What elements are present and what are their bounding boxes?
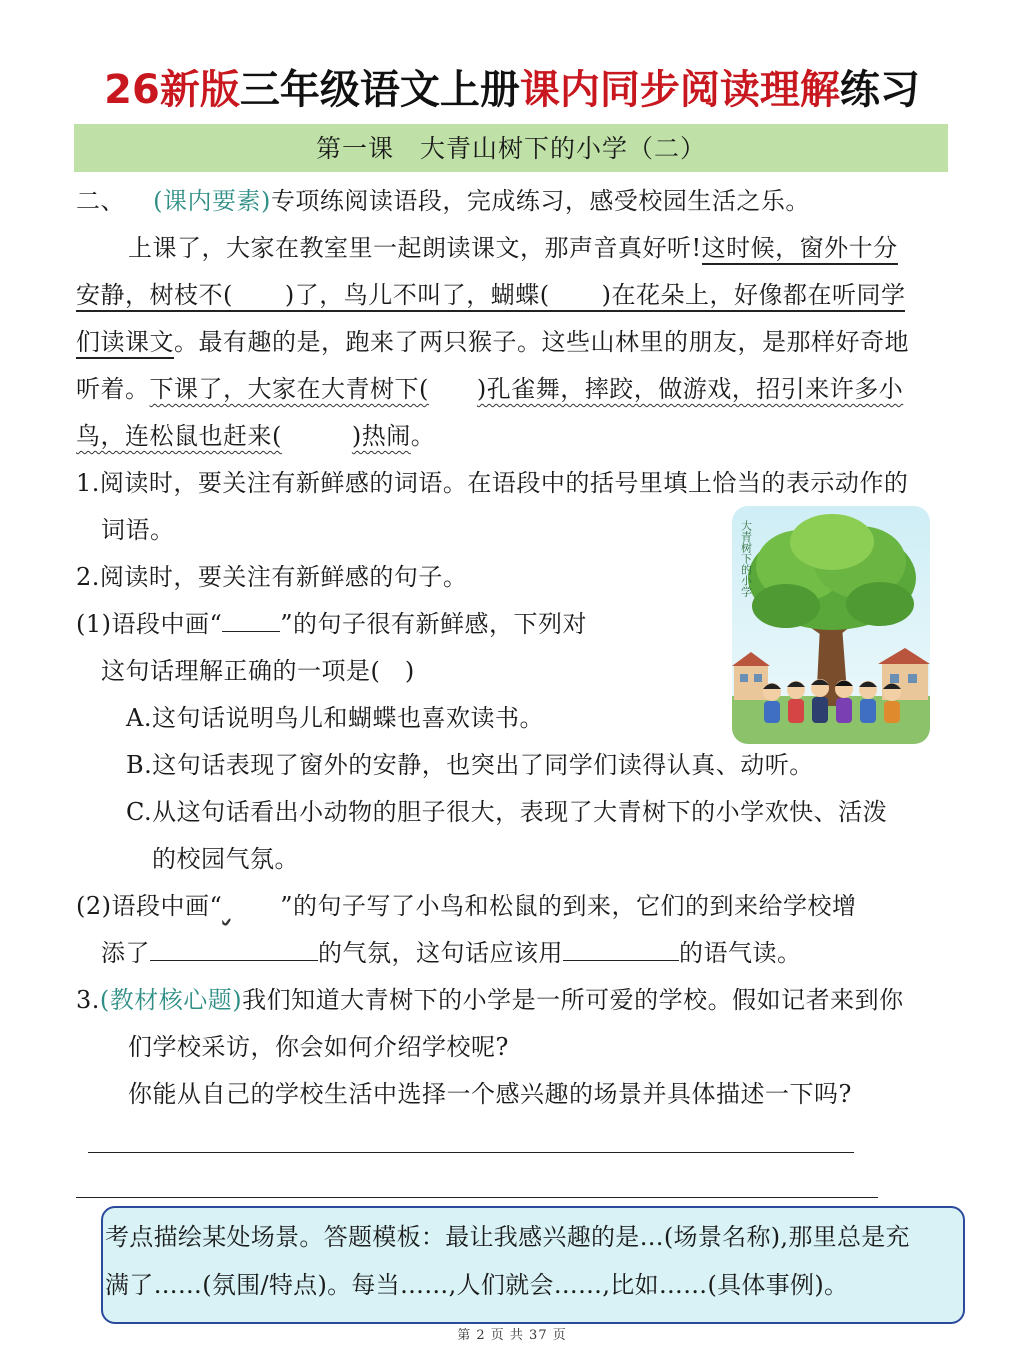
option-c-continued: 的校园气氛。 [152, 845, 299, 873]
straight-line-marker [222, 609, 280, 632]
passage-line-3 [76, 327, 909, 357]
illustration-image [732, 506, 930, 744]
question-text: 的语气读。 [679, 939, 802, 967]
question-text: (2)语段中画“ [76, 892, 223, 920]
page-title [0, 62, 1024, 118]
page-number: 第 2 页 共 37 页 [457, 1328, 567, 1343]
question-text: 我们知道大青树下的小学是一所可爱的学校。假如记者来到你 [242, 986, 904, 1014]
answer-blank[interactable] [563, 938, 679, 961]
passage-text: 。最有趣的是，跑来了两只猴子。这些山林里的朋友，是那样好奇地 [174, 328, 909, 356]
passage-text: 听着。 [76, 375, 150, 403]
question-1-line-2: 词语。 [101, 516, 175, 544]
tip-line-2: 满了……(氛围/特点)。每当……,人们就会……,比如……(具体事例)。 [105, 1271, 849, 1299]
passage-text: )孔雀舞，摔跤，做游戏，招引来许多小 [476, 375, 904, 403]
section-number: 二、 [76, 187, 125, 215]
underlined-sentence: 这时候，窗外十分 [702, 234, 898, 265]
passage-text: 上课了，大家在教室里一起朗读课文，那声音真好听! [128, 234, 702, 262]
question-text: ”的句子写了小鸟和松鼠的到来，它们的到来给学校增 [280, 892, 857, 920]
passage-text: )热闹 [351, 422, 411, 450]
tip-line-1: 考点描绘某处场景。答题模板：最让我感兴趣的是…(场景名称),那里总是充 [105, 1223, 910, 1251]
passage-text: 。 [410, 422, 436, 450]
wavy-sentence [76, 422, 411, 450]
title-part-1: 26新版 [104, 67, 240, 113]
question-2-2-stem [76, 891, 857, 921]
wavy-sentence [150, 375, 904, 403]
option-c[interactable]: C.从这句话看出小动物的胆子很大，表现了大青树下的小学欢快、活泼 [126, 798, 888, 826]
passage-text: )了，鸟儿不叫了，蝴蝶( [284, 281, 550, 309]
passage-text: )在花朵上，好像都在听同学 [601, 281, 906, 309]
underlined-sentence [76, 281, 905, 312]
title-part-3: 课内同步阅读理解 [519, 67, 840, 113]
question-2-stem: 2.阅读时，要关注有新鲜感的句子。 [76, 563, 468, 591]
question-3-line-1 [76, 985, 904, 1015]
underlined-sentence: 们读课文 [76, 328, 174, 359]
passage-text: 安静，树枝不( [76, 281, 233, 309]
title-part-2: 三年级语文上册 [239, 67, 520, 113]
question-text: 的气氛，这句话应该用 [318, 939, 563, 967]
question-2-2-line-2 [101, 938, 802, 968]
question-number: 3. [76, 986, 100, 1014]
title-part-4: 练习 [839, 67, 920, 113]
illustration-caption: 大青树下的小学 [739, 520, 753, 597]
question-3-line-2: 们学校采访，你会如何介绍学校呢? [128, 1033, 509, 1061]
passage-text: 下课了，大家在大青树下( [149, 375, 429, 403]
answer-blank[interactable] [150, 938, 318, 961]
passage-line-2 [76, 280, 905, 310]
section-instruction [76, 186, 810, 216]
answer-line-2[interactable] [76, 1197, 878, 1198]
question-tag: (教材核心题) [99, 986, 243, 1014]
option-b[interactable]: B.这句话表现了窗外的安静，也突出了同学们读得认真、动听。 [126, 751, 814, 779]
section-text: 专项练阅读语段，完成练习，感受校园生活之乐。 [270, 187, 810, 215]
question-3-line-3: 你能从自己的学校生活中选择一个感兴趣的场景并具体描述一下吗? [128, 1080, 852, 1108]
tree-school-illustration [732, 506, 930, 744]
passage-line-1 [128, 233, 898, 263]
question-text: (1)语段中画“ [76, 610, 223, 638]
answer-line-1[interactable] [88, 1152, 854, 1153]
passage-line-4 [76, 374, 903, 404]
lesson-heading: 第一课 大青山树下的小学（二） [74, 124, 948, 172]
question-text: 添了 [101, 939, 150, 967]
passage-line-5 [76, 421, 435, 451]
wavy-line-marker [222, 891, 280, 921]
question-2-1-prompt: 这句话理解正确的一项是( ) [101, 657, 415, 685]
answer-template-box [101, 1206, 965, 1324]
option-a[interactable]: A.这句话说明鸟儿和蝴蝶也喜欢读书。 [126, 704, 544, 732]
section-tag: (课内要素) [153, 187, 271, 215]
question-2-1-stem [76, 609, 587, 639]
question-1-line-1: 1.阅读时，要关注有新鲜感的词语。在语段中的括号里填上恰当的表示动作的 [76, 469, 909, 497]
question-text: ”的句子很有新鲜感，下列对 [280, 610, 588, 638]
passage-text: 鸟，连松鼠也赶来( [76, 422, 282, 450]
